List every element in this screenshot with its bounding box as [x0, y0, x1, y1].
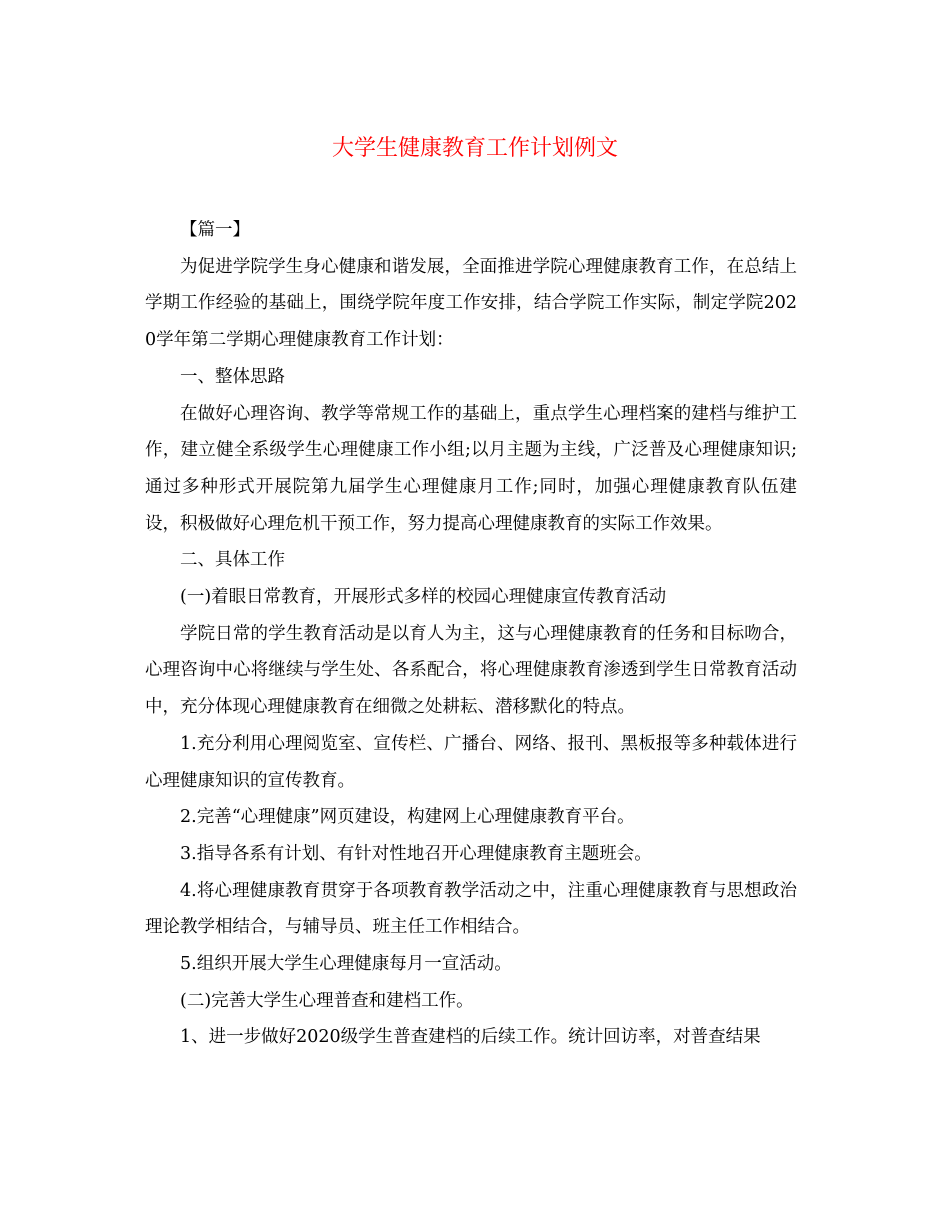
section-heading: 二、具体工作 [180, 550, 285, 571]
paragraph: 在做好心理咨询、教学等常规工作的基础上，重点学生心理档案的建档与维护工作，建立健全系级学生心理健康工作小组;以月主题为主线，广泛普及心理健康知识;通过多种形式开展院第九届学生心理健康月工作;同时，加强心理健康教育队伍建设，积极做好心理危机干预工作，努力提高心理健康教育的实际工作效果。 [145, 403, 797, 534]
section-heading: 一、整体思路 [180, 366, 285, 387]
page-title: 大学生健康教育工作计划例文 [331, 136, 618, 161]
list-item: 5.组织开展大学生心理健康每月一宣活动。 [180, 954, 512, 975]
list-item: 2.完善“心理健康”网页建设，构建网上心理健康教育平台。 [180, 807, 635, 828]
paragraph: 学院日常的学生教育活动是以育人为主，这与心理健康教育的任务和目标吻合，心理咨询中心将继续与学生处、各系配合，将心理健康教育渗透到学生日常教育活动中，充分体现心理健康教育在细微之处耕耘、潜移默化的特点。 [145, 623, 797, 718]
subsection-heading: (一)着眼日常教育，开展形式多样的校园心理健康宣传教育活动 [180, 587, 667, 608]
document-body [145, 212, 797, 1056]
list-item: 1、进一步做好2020级学生普查建档的后续工作。统计回访率，对普查结果 [180, 1027, 761, 1048]
list-item: 3.指导各系有计划、有针对性地召开心理健康教育主题班会。 [180, 843, 652, 864]
paragraph: 为促进学院学生身心健康和谐发展，全面推进学院心理健康教育工作，在总结上学期工作经验的基础上，围绕学院年度工作安排，结合学院工作实际，制定学院2020学年第二学期心理健康教育工作计划： [145, 256, 797, 351]
list-item: 4.将心理健康教育贯穿于各项教育教学活动之中，注重心理健康教育与思想政治理论教学相结合，与辅导员、班主任工作相结合。 [145, 880, 797, 938]
subsection-heading: (二)完善大学生心理普查和建档工作。 [180, 990, 474, 1011]
list-item: 1.充分利用心理阅览室、宣传栏、广播台、网络、报刊、黑板报等多种载体进行心理健康知识的宣传教育。 [145, 733, 797, 791]
section-heading: 【篇一】 [180, 220, 250, 240]
